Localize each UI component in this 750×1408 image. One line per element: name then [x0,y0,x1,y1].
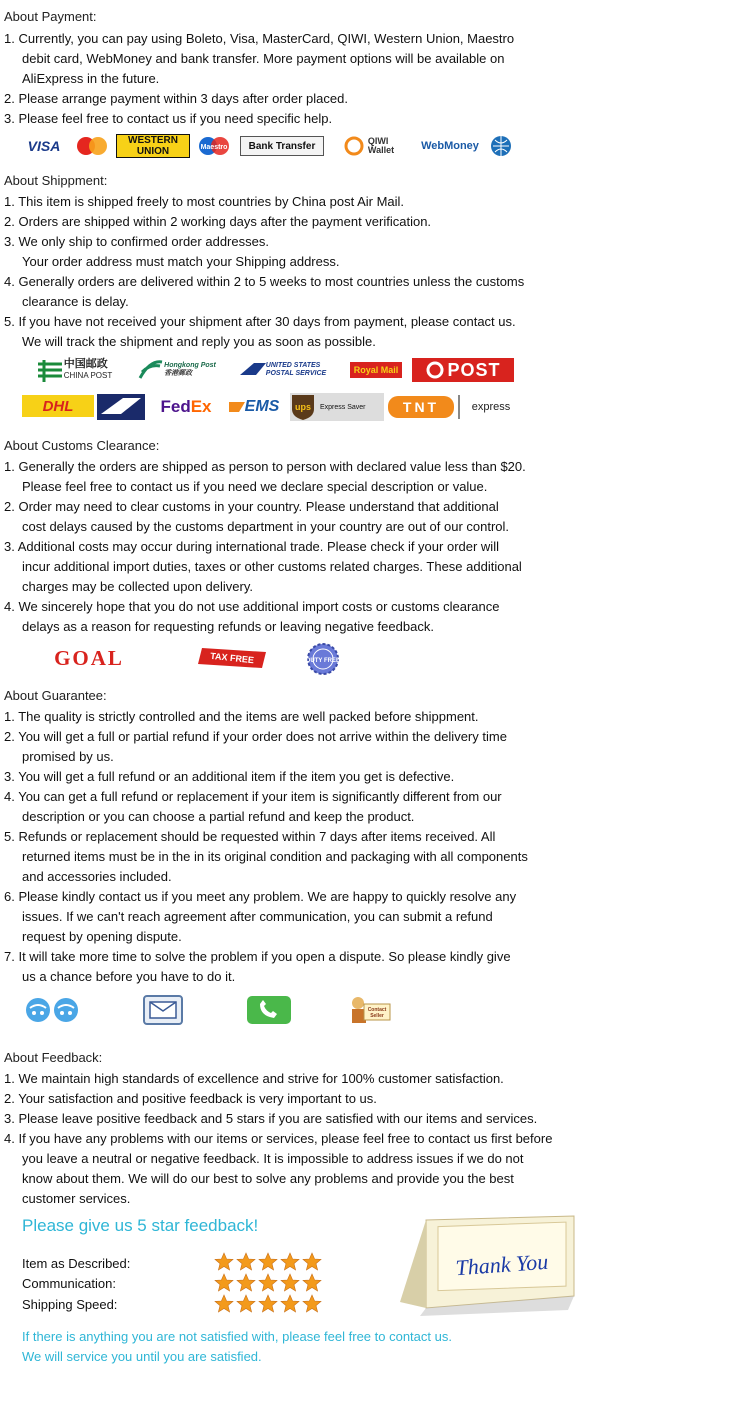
payment-line-1: 1. Currently, you can pay using Boleto, Visa, MasterCard, QIWI, Western Union, Maestro [4,31,515,46]
duty-free-seal-icon [306,642,340,676]
shipment-line-4: 4. Generally orders are delivered within 2 to 5 weeks to most countries unless the customs [4,274,525,289]
guarantee-line-7: 7. It will take more time to solve the problem if you open a dispute. So please kindly give [4,949,511,964]
ups-logo [290,393,384,421]
guarantee-line-6b: issues. If we can't reach agreement after communication, you can submit a refund [22,909,493,924]
star-icon [280,1252,300,1272]
western-union-logo [116,134,190,158]
payment-line-1c: AliExpress in the future. [22,71,160,86]
duty-free-text: DUTY FREE [306,658,340,664]
mastercard-logo [72,136,112,156]
duty-free-seal [306,642,340,676]
courier-logos [0,393,750,423]
guarantee-line-4: 4. You can get a full refund or replacement if your item is significantly different from our [4,789,502,804]
ups-text: ups [294,402,312,412]
royal-mail-logo: Royal Mail [350,362,402,378]
logo-divider [458,395,460,419]
rating-stars-shipping [214,1294,322,1314]
star-icon [280,1273,300,1293]
shipment-heading: About Shippment: [4,173,108,188]
rating-label-shipping: Shipping Speed: [22,1297,118,1312]
guarantee-line-2: 2. You will get a full or partial refund if your order does not arrive within the delivery time [4,729,507,744]
eagle-icon [240,361,266,379]
hongkong-post-icon [138,358,164,382]
webmoney-globe [488,135,514,157]
ups-shield-icon [290,393,316,421]
shipment-line-4b: clearance is delay. [22,294,129,309]
visa-logo: VISA [27,138,61,154]
bank-transfer-logo: Bank Transfer [240,136,324,156]
globe-icon [490,135,512,157]
maestro-label: Maestro [200,144,228,151]
star-icon [236,1294,256,1314]
ems-text: EMS [244,398,280,415]
guarantee-line-5: 5. Refunds or replacement should be requested within 7 days after items received. All [4,829,496,844]
customs-logos [0,642,750,672]
shipment-line-5: 5. If you have not received your shipment after 30 days from payment, please contact us. [4,314,516,329]
star-icon [258,1252,278,1272]
usps-eagle-logo [96,393,146,421]
postal-logos [0,356,750,386]
fedex-text-2: Ex [190,397,212,416]
feedback-line-1: 1. We maintain high standards of excellence and strive for 100% customer satisfaction. [4,1071,504,1086]
feedback-line-4: 4. If you have any problems with our items or services, please feel free to contact us first before [4,1131,553,1146]
china-post-cn: 中国邮政 [63,358,108,370]
shipment-line-3b: Your order address must match your Shipping address. [22,254,340,269]
thank-you-text: Thank You [454,1248,549,1281]
customs-line-3b: incur additional import duties, taxes or other customs related charges. These additional [22,559,522,574]
shipment-line-2: 2. Orders are shipped within 2 working days after the payment verification. [4,214,432,229]
guarantee-line-6: 6. Please kindly contact us if you meet any problem. We are happy to quickly resolve any [4,889,517,904]
rating-label-communication: Communication: [22,1276,116,1291]
customs-line-1: 1. Generally the orders are shipped as person to person with declared value less than $20. [4,459,526,474]
hongkong-post-logo [134,356,220,384]
phone-icon[interactable] [246,994,292,1026]
shipment-line-3: 3. We only ship to confirmed order addresses. [4,234,269,249]
thank-you-card-icon [398,1212,578,1317]
guarantee-line-5c: and accessories included. [22,869,172,884]
guarantee-line-1: 1. The quality is strictly controlled and the items are well packed before shippment. [4,709,479,724]
maestro-logo [194,136,234,156]
rating-stars-communication [214,1273,322,1293]
fedex-logo [150,395,222,419]
usps-logo [228,358,338,382]
hongkong-post-en: Hongkong Post [164,362,216,369]
star-icon [214,1252,234,1272]
customs-line-4b: delays as a reason for requesting refunds or leaving negative feedback. [22,619,434,634]
tnt-logo: TNT [388,396,454,418]
star-icon [258,1294,278,1314]
contact-card-text-1: Contact [367,1007,387,1013]
star-icon [302,1252,322,1272]
star-icon [280,1294,300,1314]
qiwi-icon [342,136,368,156]
feedback-line-4d: customer services. [22,1191,131,1206]
express-logo: express [471,401,511,413]
qiwi-text-2: Wallet [367,145,395,155]
guarantee-line-2b: promised by us. [22,749,114,764]
email-icon[interactable] [142,994,184,1026]
usps-text-1: UNITED STATES [265,362,321,369]
western-union-text-2: UNION [136,146,170,157]
guarantee-line-7b: us a chance before you have to do it. [22,969,236,984]
guarantee-line-4b: description or you can choose a partial refund and keep the product. [22,809,415,824]
hongkong-post-cn: 香港郵政 [164,370,193,377]
star-icon [236,1252,256,1272]
shipment-line-5b: We will track the shipment and reply you as soon as possible. [22,334,376,349]
messenger-icon[interactable] [22,996,84,1024]
customs-line-3: 3. Additional costs may occur during international trade. Please check if your order will [4,539,499,554]
customs-line-1b: Please feel free to contact us if you need we declare special description or value. [22,479,488,494]
footer-line-2: We will service you until you are satisfied. [22,1349,262,1364]
star-icon [302,1294,322,1314]
rating-stars-item [214,1252,322,1272]
qiwi-logo [328,134,408,158]
star-icon [258,1273,278,1293]
post-logo [412,358,514,382]
usps-eagle-icon [97,394,145,420]
post-text: POST [447,359,501,380]
customs-heading: About Customs Clearance: [4,438,160,453]
shipment-line-1: 1. This item is shipped freely to most countries by China post Air Mail. [4,194,405,209]
webmoney-logo: WebMoney [421,140,479,152]
guarantee-line-5b: returned items must be in the in its original condition and packaging with all components [22,849,528,864]
star-icon [214,1294,234,1314]
payment-heading: About Payment: [4,9,97,24]
tax-free-tag-icon [196,646,270,670]
tax-free-text-2: FREE [229,652,255,666]
tax-free-logo [196,646,270,670]
thank-you-card [398,1212,578,1317]
western-union-text-1: WESTERN [128,135,178,146]
contact-icons [0,994,750,1024]
payment-line-1b: debit card, WebMoney and bank transfer. More payment options will be available on [22,51,505,66]
star-icon [214,1273,234,1293]
china-post-en: CHINA POST [63,371,113,380]
post-horn-icon [425,361,447,379]
maestro-icon [194,136,234,156]
china-post-logo [20,356,128,384]
footer-line-1: If there is anything you are not satisfied with, please feel free to contact us. [22,1329,452,1344]
customs-line-2b: cost delays caused by the customs department in your country are out of our control. [22,519,510,534]
feedback-line-3: 3. Please leave positive feedback and 5 stars if you are satisfied with our items and services. [4,1111,538,1126]
payment-line-3: 3. Please feel free to contact us if you need specific help. [4,111,333,126]
usps-text-2: POSTAL SERVICE [265,370,327,377]
feedback-line-4c: know about them. We will do our best to solve any problems and provide you the best [22,1171,514,1186]
guarantee-line-6c: request by opening dispute. [22,929,182,944]
feedback-line-2: 2. Your satisfaction and positive feedback is very important to us. [4,1091,377,1106]
contact-seller-icon[interactable] [346,994,392,1028]
tax-free-text-1: TAX [209,650,229,663]
payment-line-2: 2. Please arrange payment within 3 days after order placed. [4,91,348,106]
star-icon [302,1273,322,1293]
ems-wing-icon [229,400,245,414]
customs-line-2: 2. Order may need to clear customs in your country. Please understand that additional [4,499,499,514]
payment-logos [0,134,750,164]
china-post-icon [36,358,64,382]
dhl-logo: DHL [22,395,94,417]
contact-card-text-2: Seller [370,1013,384,1019]
fedex-text-1: Fed [160,397,191,416]
express-saver-text: Express Saver [320,403,366,411]
mastercard-icon [72,136,112,156]
customs-line-3c: charges may be collected upon delivery. [22,579,253,594]
guarantee-heading: About Guarantee: [4,688,107,703]
feedback-heading: About Feedback: [4,1050,103,1065]
rating-label-item: Item as Described: [22,1256,131,1271]
goal-logo: GOAL [54,645,124,670]
feedback-line-4b: you leave a neutral or negative feedback. It is impossible to address issues if we do not [22,1151,524,1166]
customs-line-4: 4. We sincerely hope that you do not use additional import costs or customs clearance [4,599,500,614]
guarantee-line-3: 3. You will get a full refund or an additional item if the item you get is defective. [4,769,455,784]
qiwi-text-1: QIWI [367,136,389,146]
feedback-cta: Please give us 5 star feedback! [22,1216,259,1235]
ems-logo [222,395,286,419]
star-icon [236,1273,256,1293]
